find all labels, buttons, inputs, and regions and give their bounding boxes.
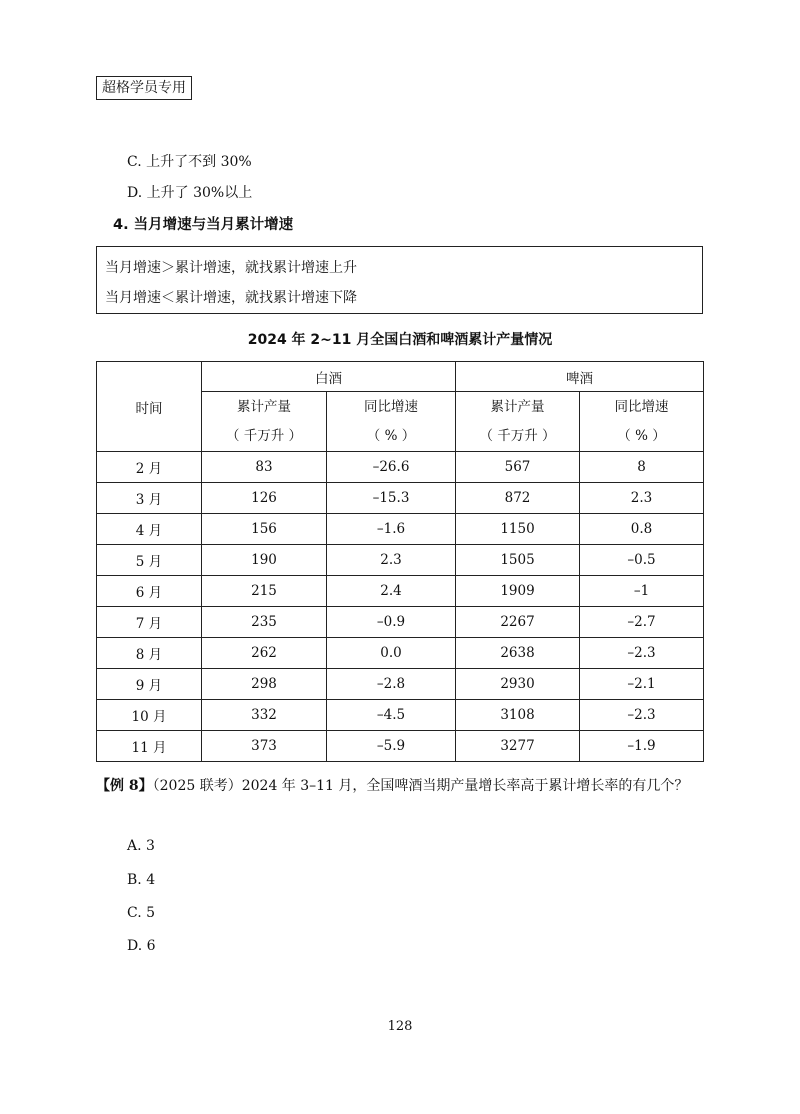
beer-growth-cell: –2.3 bbox=[580, 700, 704, 731]
col-growth-label: 同比增速 bbox=[364, 398, 418, 415]
beer-growth-cell: –2.3 bbox=[580, 638, 704, 669]
col-growth-label: 同比增速 bbox=[614, 398, 669, 415]
col-output-unit: （ 千万升 ） bbox=[479, 427, 556, 444]
baijiu-output-cell: 215 bbox=[202, 576, 327, 607]
table-row bbox=[97, 545, 704, 576]
question-label: 【例 8】 bbox=[96, 778, 153, 794]
month-cell: 10 月 bbox=[97, 700, 202, 731]
baijiu-output-cell: 190 bbox=[202, 545, 327, 576]
beer-growth-cell: –1 bbox=[580, 576, 704, 607]
baijiu-growth-cell: 2.4 bbox=[327, 576, 456, 607]
month-cell: 4 月 bbox=[97, 514, 202, 545]
student-only-badge: 超格学员专用 bbox=[96, 76, 192, 100]
baijiu-growth-cell: 0.0 bbox=[327, 638, 456, 669]
rule-line-2: 当月增速＜累计增速，就找累计增速下降 bbox=[105, 290, 357, 306]
month-cell: 11 月 bbox=[97, 731, 202, 762]
beer-output-cell: 872 bbox=[456, 483, 580, 514]
baijiu-growth-header bbox=[327, 392, 456, 452]
question-block bbox=[96, 770, 708, 802]
baijiu-output-cell: 332 bbox=[202, 700, 327, 731]
production-table bbox=[96, 361, 704, 762]
table-row bbox=[97, 452, 704, 483]
beer-output-cell: 1150 bbox=[456, 514, 580, 545]
baijiu-output-cell: 126 bbox=[202, 483, 327, 514]
baijiu-output-header bbox=[202, 392, 327, 452]
beer-output-cell: 2267 bbox=[456, 607, 580, 638]
table-row bbox=[97, 731, 704, 762]
page-number: 128 bbox=[387, 1019, 413, 1034]
baijiu-growth-cell: –2.8 bbox=[327, 669, 456, 700]
table-row bbox=[97, 669, 704, 700]
baijiu-output-cell: 83 bbox=[202, 452, 327, 483]
rule-line-1: 当月增速＞累计增速，就找累计增速上升 bbox=[105, 260, 357, 276]
option-d-top: D. 上升了 30%以上 bbox=[127, 185, 253, 201]
month-cell: 6 月 bbox=[97, 576, 202, 607]
beer-growth-cell: 2.3 bbox=[580, 483, 704, 514]
beer-output-cell: 1909 bbox=[456, 576, 580, 607]
baijiu-group-header: 白酒 bbox=[202, 362, 456, 392]
beer-growth-cell: –0.5 bbox=[580, 545, 704, 576]
option-d: D. 6 bbox=[127, 938, 156, 954]
table-row bbox=[97, 607, 704, 638]
baijiu-output-cell: 373 bbox=[202, 731, 327, 762]
month-cell: 2 月 bbox=[97, 452, 202, 483]
table-row bbox=[97, 514, 704, 545]
col-growth-unit: （ % ） bbox=[366, 427, 416, 444]
table-title: 2024 年 2~11 月全国白酒和啤酒累计产量情况 bbox=[247, 332, 553, 348]
beer-growth-header bbox=[580, 392, 704, 452]
table-row bbox=[97, 576, 704, 607]
beer-output-header bbox=[456, 392, 580, 452]
beer-growth-cell: –2.7 bbox=[580, 607, 704, 638]
section-heading: 4. 当月增速与当月累计增速 bbox=[113, 217, 294, 233]
baijiu-growth-cell: –5.9 bbox=[327, 731, 456, 762]
option-c: C. 5 bbox=[127, 905, 156, 921]
month-cell: 3 月 bbox=[97, 483, 202, 514]
time-header: 时间 bbox=[97, 362, 202, 452]
table-row bbox=[97, 638, 704, 669]
beer-output-cell: 2638 bbox=[456, 638, 580, 669]
option-b: B. 4 bbox=[127, 872, 156, 888]
beer-growth-cell: –1.9 bbox=[580, 731, 704, 762]
col-growth-unit: （ % ） bbox=[617, 427, 666, 444]
baijiu-growth-cell: –15.3 bbox=[327, 483, 456, 514]
month-cell: 9 月 bbox=[97, 669, 202, 700]
baijiu-output-cell: 298 bbox=[202, 669, 327, 700]
col-output-label: 累计产量 bbox=[490, 398, 545, 415]
month-cell: 5 月 bbox=[97, 545, 202, 576]
col-output-unit: （ 千万升 ） bbox=[225, 427, 303, 444]
beer-growth-cell: 0.8 bbox=[580, 514, 704, 545]
table-row bbox=[97, 483, 704, 514]
col-output-label: 累计产量 bbox=[237, 398, 291, 415]
month-cell: 7 月 bbox=[97, 607, 202, 638]
table-row bbox=[97, 700, 704, 731]
beer-output-cell: 1505 bbox=[456, 545, 580, 576]
beer-growth-cell: 8 bbox=[580, 452, 704, 483]
beer-group-header: 啤酒 bbox=[456, 362, 704, 392]
beer-output-cell: 3108 bbox=[456, 700, 580, 731]
beer-output-cell: 567 bbox=[456, 452, 580, 483]
beer-output-cell: 3277 bbox=[456, 731, 580, 762]
baijiu-growth-cell: –26.6 bbox=[327, 452, 456, 483]
option-c-top: C. 上升了不到 30% bbox=[127, 154, 252, 170]
baijiu-growth-cell: –4.5 bbox=[327, 700, 456, 731]
option-a: A. 3 bbox=[127, 838, 155, 854]
baijiu-growth-cell: –1.6 bbox=[327, 514, 456, 545]
question-text: 2024 年 3–11 月，全国啤酒当期产量增长率高于累计增长率的有几个？ bbox=[241, 778, 689, 794]
baijiu-output-cell: 235 bbox=[202, 607, 327, 638]
question-source: （2025 联考） bbox=[152, 778, 242, 794]
rule-box bbox=[96, 246, 703, 314]
baijiu-growth-cell: –0.9 bbox=[327, 607, 456, 638]
baijiu-growth-cell: 2.3 bbox=[327, 545, 456, 576]
beer-growth-cell: –2.1 bbox=[580, 669, 704, 700]
baijiu-output-cell: 156 bbox=[202, 514, 327, 545]
beer-output-cell: 2930 bbox=[456, 669, 580, 700]
baijiu-output-cell: 262 bbox=[202, 638, 327, 669]
month-cell: 8 月 bbox=[97, 638, 202, 669]
